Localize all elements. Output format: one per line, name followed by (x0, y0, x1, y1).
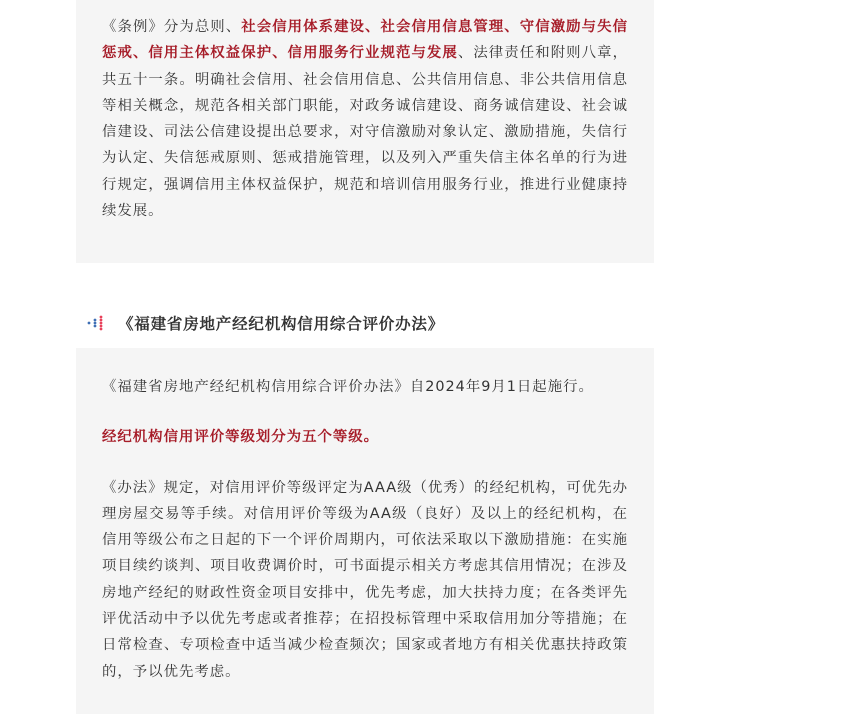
grade-levels-highlight: 经纪机构信用评价等级划分为五个等级。 (102, 429, 380, 446)
article-section-box (76, 0, 654, 263)
chapter-highlight: 社会信用体系建设、社会信用信息管理、守信激励与失信惩戒、信用主体权益保护、信用服务行业规范与发展 (102, 19, 628, 62)
article-section-box-2 (76, 348, 654, 714)
paragraph-text-start: 《条例》分为总则、 (102, 19, 242, 35)
paragraph-spacer (102, 451, 628, 475)
dot-grid-icon (86, 314, 104, 332)
section-heading (86, 310, 444, 336)
incentive-measures-paragraph: 《办法》规定，对信用评价等级评定为AAA级（优秀）的经纪机构，可优先办理房屋交易等手续。对信用评价等级为AA级（良好）及以上的经纪机构，在信用等级公布之日起的下一个评价周期内，可依法采取以下激励措施：在实施项目续约谈判、项目收费调价时，可书面提示相关方考虑其信用情况；在涉及房地产经纪的财政性资金项目安排中，优先考虑，加大扶持力度；在各类评先评优活动中予以优先考虑或者推荐；在招投标管理中采取信用加分等措施；在日常检查、专项检查中适当减少检查频次；国家或者地方有相关优惠扶持政策的，予以优先考虑。 (102, 479, 628, 680)
effective-date-paragraph: 《福建省房地产经纪机构信用综合评价办法》自2024年9月1日起施行。 (102, 379, 594, 395)
paragraph-spacer (102, 400, 628, 424)
regulation-summary-paragraph (102, 14, 628, 224)
paragraph-text-end: 、法律责任和附则八章，共五十一条。明确社会信用、社会信用信息、公共信用信息、非公共信用信息等相关概念，规范各相关部门职能，对政务诚信建设、商务诚信建设、社会诚信建设、司法公信建设提出总要求，对守信激励对象认定、激励措施，失信行为认定、失信惩戒原则、惩戒措施管理，以及列入严重失信主体名单的行为进行规定，强调信用主体权益保护，规范和培训信用服务行业，推进行业健康持续发展。 (102, 45, 628, 220)
section-heading-title: 《福建省房地产经纪机构信用综合评价办法》 (118, 315, 445, 333)
